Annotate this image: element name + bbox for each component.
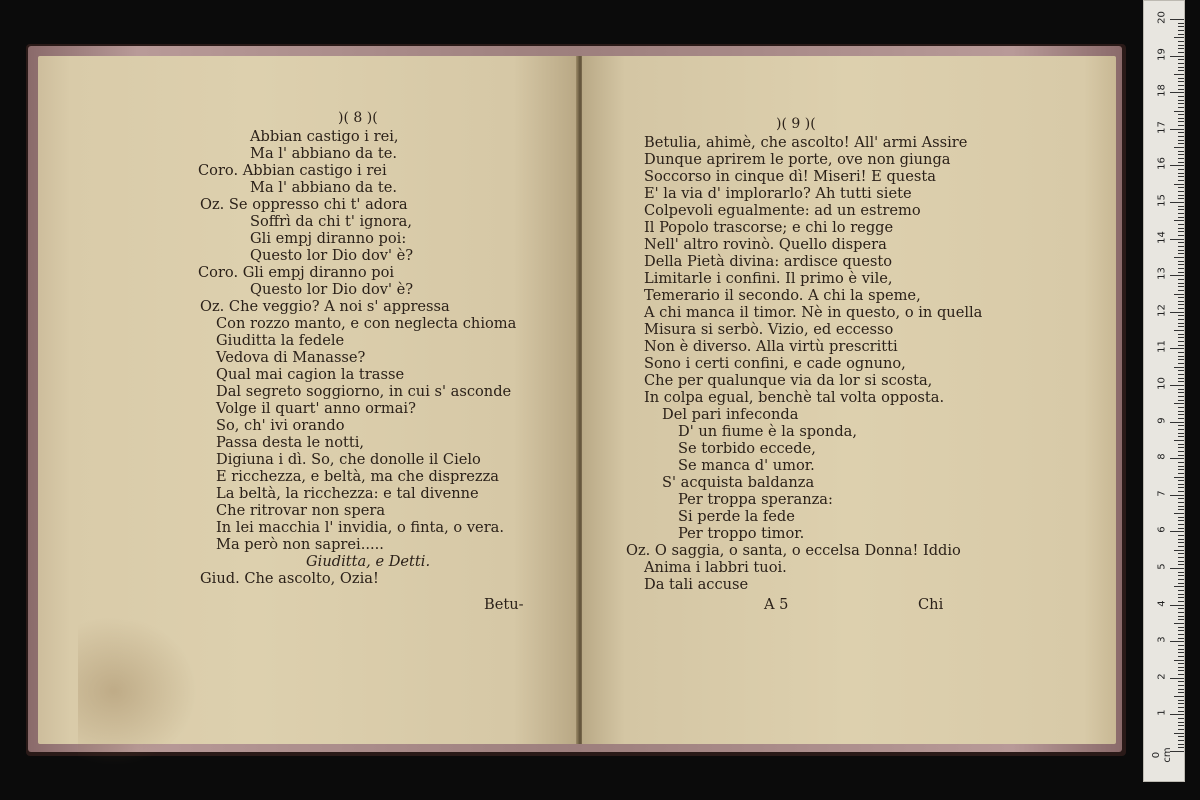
ruler-tick (1170, 19, 1184, 20)
verse-line: Oz. Che veggio? A noi s' appressa (200, 298, 450, 315)
verse-line: A chi manca il timor. Nè in questo, o in quella (644, 304, 983, 321)
ruler-tick (1178, 444, 1184, 445)
stage-direction: Giuditta, e Detti. (306, 553, 431, 570)
ruler-tick (1178, 509, 1184, 510)
ruler-tick (1178, 407, 1184, 408)
ruler-tick (1178, 649, 1184, 650)
ruler-tick (1170, 714, 1184, 715)
verse-line: Con rozzo manto, e con neglecta chioma (216, 315, 517, 332)
ruler-tick (1178, 517, 1184, 518)
verse-line: Per troppa speranza: (678, 491, 833, 508)
verse-line: Il Popolo trascorse; e chi lo regge (644, 219, 894, 236)
ruler-tick (1178, 279, 1184, 280)
ruler-tick (1178, 498, 1184, 499)
right-page (582, 56, 1116, 744)
ruler-tick (1178, 579, 1184, 580)
ruler-tick (1178, 268, 1184, 269)
ruler-tick (1178, 41, 1184, 42)
ruler-tick (1170, 202, 1184, 203)
verse-line: Se torbido eccede, (678, 440, 816, 457)
ruler-tick (1178, 45, 1184, 46)
ruler-tick (1178, 363, 1184, 364)
measurement-ruler (1143, 0, 1185, 782)
ruler-tick (1170, 56, 1184, 57)
verse-line: D' un fiume è la sponda, (678, 423, 858, 440)
ruler-label: 1 (1156, 709, 1168, 717)
ruler-tick (1178, 583, 1184, 584)
ruler-tick (1170, 568, 1184, 569)
ruler-tick (1178, 594, 1184, 595)
ruler-tick (1178, 506, 1184, 507)
ruler-tick (1178, 250, 1184, 251)
ruler-tick (1178, 703, 1184, 704)
ruler-tick (1178, 652, 1184, 653)
ruler-label: 13 (1156, 267, 1168, 281)
ruler-tick (1174, 513, 1184, 514)
verse-line: Betulia, ahimè, che ascolto! All' armi Assire (644, 134, 968, 151)
ruler-tick (1178, 722, 1184, 723)
ruler-tick (1178, 400, 1184, 401)
ruler-tick (1178, 121, 1184, 122)
verse-line: Oz. Se oppresso chi t' adora (200, 196, 408, 213)
ruler-tick (1178, 341, 1184, 342)
ruler-label: 2 (1156, 673, 1168, 680)
ruler-tick (1178, 67, 1184, 68)
ruler-tick (1178, 484, 1184, 485)
ruler-tick (1178, 564, 1184, 565)
ruler-tick (1178, 634, 1184, 635)
ruler-tick (1178, 630, 1184, 631)
ruler-tick (1170, 678, 1184, 679)
ruler-tick (1178, 143, 1184, 144)
ruler-tick (1178, 392, 1184, 393)
ruler-tick (1174, 220, 1184, 221)
ruler-tick (1178, 616, 1184, 617)
ruler-tick (1178, 52, 1184, 53)
ruler-tick (1178, 411, 1184, 412)
ruler-tick (1178, 26, 1184, 27)
ruler-tick (1178, 154, 1184, 155)
ruler-tick (1178, 462, 1184, 463)
ruler-label: 7 (1156, 490, 1168, 497)
ruler-tick (1178, 85, 1184, 86)
verse-line: Ma l' abbiano da te. (250, 145, 397, 162)
verse-line: Soccorso in cinque dì! Miseri! E questa (644, 168, 936, 185)
verse-line: Misura si serbò. Vizio, ed eccesso (644, 321, 894, 338)
verse-line: Se manca d' umor. (678, 457, 815, 474)
ruler-tick (1178, 414, 1184, 415)
verse-line: Vedova di Manasse? (216, 349, 366, 366)
ruler-tick (1174, 403, 1184, 404)
ruler-tick (1178, 597, 1184, 598)
ruler-tick (1178, 89, 1184, 90)
ruler-tick (1178, 455, 1184, 456)
ruler-tick (1178, 747, 1184, 748)
verse-line: Che per qualunque via da lor si scosta, (644, 372, 933, 389)
verse-line: Sono i certi confini, e cade ognuno, (644, 355, 906, 372)
verse-line: Qual mai cagion la trasse (216, 366, 405, 383)
ruler-tick (1178, 96, 1184, 97)
ruler-label: 16 (1156, 157, 1168, 171)
ruler-tick (1178, 700, 1184, 701)
ruler-tick (1178, 480, 1184, 481)
ruler-tick (1178, 418, 1184, 419)
ruler-tick (1178, 502, 1184, 503)
verse-line: Digiuna i dì. So, che donolle il Cielo (216, 451, 481, 468)
ruler-tick (1174, 367, 1184, 368)
ruler-tick (1178, 23, 1184, 24)
ruler-tick (1178, 619, 1184, 620)
ruler-tick (1178, 553, 1184, 554)
ruler-tick (1178, 561, 1184, 562)
ruler-tick (1178, 59, 1184, 60)
ruler-label: 10 (1156, 377, 1168, 390)
ruler-tick (1178, 195, 1184, 196)
ruler-label: 20 (1156, 11, 1168, 24)
ruler-tick (1178, 689, 1184, 690)
ruler-tick (1178, 162, 1184, 163)
ruler-tick (1178, 524, 1184, 525)
ruler-tick (1174, 74, 1184, 75)
verse-line: Questo lor Dio dov' è? (250, 281, 414, 298)
ruler-label: 17 (1156, 120, 1168, 134)
ruler-tick (1178, 740, 1184, 741)
ruler-tick (1178, 304, 1184, 305)
ruler-label: 6 (1156, 526, 1168, 534)
ruler-tick (1178, 132, 1184, 133)
verse-line: S' acquista baldanza (662, 474, 815, 491)
ruler-tick (1178, 546, 1184, 547)
verse-line: Per troppo timor. (678, 525, 805, 542)
ruler-tick (1178, 378, 1184, 379)
verse-line: Limitarle i confini. Il primo è vile, (644, 270, 893, 287)
ruler-tick (1178, 308, 1184, 309)
ruler-tick (1178, 290, 1184, 291)
verse-line: Gli empj diranno poi: (250, 230, 407, 247)
ruler-tick (1178, 744, 1184, 745)
ruler-tick (1178, 681, 1184, 682)
ruler-tick (1170, 312, 1184, 313)
ruler-tick (1178, 264, 1184, 265)
ruler-tick (1178, 396, 1184, 397)
ruler-tick (1178, 433, 1184, 434)
ruler-tick (1178, 425, 1184, 426)
ruler-tick (1178, 100, 1184, 101)
ruler-tick (1178, 206, 1184, 207)
ruler-tick (1178, 535, 1184, 536)
verse-line: La beltà, la ricchezza: e tal divenne (216, 485, 479, 502)
ruler-tick (1178, 736, 1184, 737)
ruler-tick (1178, 326, 1184, 327)
ruler-tick (1178, 711, 1184, 712)
ruler-tick (1170, 458, 1184, 459)
ruler-tick (1178, 63, 1184, 64)
ruler-tick (1178, 539, 1184, 540)
ruler-tick (1178, 140, 1184, 141)
ruler-tick (1174, 733, 1184, 734)
ruler-label: 11 (1156, 340, 1168, 354)
verse-line: Passa desta le notti, (216, 434, 365, 451)
verse-line: Volge il quart' anno ormai? (216, 400, 416, 417)
ruler-tick (1178, 491, 1184, 492)
ruler-tick (1178, 374, 1184, 375)
verse-line: Anima i labbri tuoi. (644, 559, 787, 576)
ruler-tick (1178, 608, 1184, 609)
ruler-tick (1170, 275, 1184, 276)
ruler-tick (1178, 356, 1184, 357)
ruler-tick (1178, 169, 1184, 170)
ruler-tick (1178, 151, 1184, 152)
ruler-tick (1178, 187, 1184, 188)
ruler-tick (1178, 114, 1184, 115)
signature-mark: A 5 (764, 596, 789, 613)
verse-line: Oz. O saggia, o santa, o eccelsa Donna! Iddio (626, 542, 961, 559)
ruler-tick (1178, 81, 1184, 82)
verse-line: In lei macchia l' invidia, o finta, o vera. (216, 519, 505, 536)
ruler-tick (1178, 213, 1184, 214)
verse-line: Da tali accuse (644, 576, 749, 593)
ruler-tick (1170, 239, 1184, 240)
verse-line: Del pari infeconda (662, 406, 799, 423)
ruler-tick (1178, 315, 1184, 316)
verse-line: In colpa egual, benchè tal volta opposta. (644, 389, 945, 406)
ruler-label: 9 (1156, 416, 1168, 424)
ruler-tick (1178, 469, 1184, 470)
verse-line: E ricchezza, e beltà, ma che disprezza (216, 468, 499, 485)
ruler-tick (1170, 422, 1184, 423)
ruler-tick (1178, 487, 1184, 488)
ruler-tick (1178, 575, 1184, 576)
ruler-tick (1178, 667, 1184, 668)
ruler-tick (1178, 253, 1184, 254)
ruler-tick (1178, 359, 1184, 360)
verse-line: Coro. Gli empj diranno poi (198, 264, 395, 281)
ruler-tick (1174, 586, 1184, 587)
ruler-tick (1178, 34, 1184, 35)
ruler-tick (1178, 520, 1184, 521)
ruler-tick (1178, 283, 1184, 284)
ruler-tick (1178, 198, 1184, 199)
ruler-tick (1178, 656, 1184, 657)
ruler-tick (1178, 231, 1184, 232)
ruler-tick (1174, 294, 1184, 295)
ruler-tick (1178, 235, 1184, 236)
ruler-tick (1174, 37, 1184, 38)
ruler-tick (1178, 429, 1184, 430)
ruler-tick (1178, 261, 1184, 262)
ruler-tick (1178, 125, 1184, 126)
ruler-tick (1174, 440, 1184, 441)
ruler-tick (1178, 389, 1184, 390)
ruler-tick (1178, 718, 1184, 719)
ruler-tick (1170, 531, 1184, 532)
ruler-tick (1174, 696, 1184, 697)
ruler-tick (1178, 663, 1184, 664)
verse-line: Giuditta la fedele (216, 332, 345, 349)
ruler-tick (1178, 242, 1184, 243)
verse-line: Non è diverso. Alla virtù prescritti (644, 338, 898, 355)
ruler-tick (1178, 48, 1184, 49)
ruler-tick (1178, 136, 1184, 137)
ruler-tick (1178, 473, 1184, 474)
ruler-tick (1178, 78, 1184, 79)
verse-line: Nell' altro rovinò. Quello dispera (644, 236, 887, 253)
ruler-tick (1178, 436, 1184, 437)
ruler-tick (1178, 228, 1184, 229)
verse-line: Della Pietà divina: ardisce questo (644, 253, 893, 270)
ruler-tick (1170, 385, 1184, 386)
ruler-label: 14 (1156, 230, 1168, 244)
ruler-tick (1170, 165, 1184, 166)
ruler-tick (1174, 660, 1184, 661)
catchword: Chi (918, 596, 944, 613)
ruler-label: 5 (1156, 563, 1168, 570)
verse-line: E' la via d' implorarlo? Ah tutti siete (644, 185, 912, 202)
ruler-label: 3 (1156, 636, 1168, 643)
ruler-tick (1178, 30, 1184, 31)
ruler-tick (1178, 217, 1184, 218)
ruler-tick (1170, 605, 1184, 606)
ruler-tick (1178, 725, 1184, 726)
ruler-tick (1178, 158, 1184, 159)
ruler-tick (1178, 297, 1184, 298)
ruler-tick (1178, 572, 1184, 573)
ruler-tick (1178, 645, 1184, 646)
ruler-tick (1178, 286, 1184, 287)
ruler-tick (1178, 337, 1184, 338)
ruler-tick (1178, 542, 1184, 543)
ruler-tick (1178, 601, 1184, 602)
ruler-tick (1178, 670, 1184, 671)
ruler-tick (1178, 352, 1184, 353)
ruler-tick (1178, 447, 1184, 448)
ruler-tick (1178, 246, 1184, 247)
ruler-tick (1174, 550, 1184, 551)
verse-line: Giud. Che ascolto, Ozia! (200, 570, 379, 587)
ruler-tick (1178, 370, 1184, 371)
verse-line: Colpevoli egualmente: ad un estremo (644, 202, 921, 219)
ruler-tick (1178, 590, 1184, 591)
ruler-label: 18 (1156, 84, 1168, 98)
ruler-tick (1174, 477, 1184, 478)
ruler-tick (1170, 129, 1184, 130)
verse-line: Abbian castigo i rei, (250, 128, 399, 145)
verse-line: Coro. Abbian castigo i rei (198, 162, 387, 179)
ruler-tick (1178, 103, 1184, 104)
verse-line: Che ritrovar non spera (216, 502, 386, 519)
ruler-tick (1178, 173, 1184, 174)
ruler-label: 12 (1156, 303, 1168, 317)
ruler-label: 4 (1156, 599, 1168, 607)
ruler-tick (1170, 495, 1184, 496)
ruler-tick (1178, 627, 1184, 628)
verse-line: Dal segreto soggiorno, in cui s' asconde (216, 383, 512, 400)
verse-line: Questo lor Dio dov' è? (250, 247, 414, 264)
ruler-tick (1178, 451, 1184, 452)
ruler-tick (1178, 272, 1184, 273)
verse-line: Soffrì da chi t' ignora, (250, 213, 413, 230)
ruler-tick (1178, 612, 1184, 613)
verse-line: Si perde la fede (678, 508, 795, 525)
ruler-label: 0 cm (1151, 747, 1173, 763)
ruler-tick (1178, 176, 1184, 177)
ruler-tick (1178, 345, 1184, 346)
ruler-tick (1178, 319, 1184, 320)
ruler-tick (1178, 224, 1184, 225)
ruler-label: 8 (1156, 453, 1168, 460)
ruler-tick (1178, 685, 1184, 686)
verse-line: So, ch' ivi orando (216, 417, 345, 434)
ruler-tick (1178, 323, 1184, 324)
ruler-tick (1178, 70, 1184, 71)
ruler-tick (1178, 729, 1184, 730)
ruler-tick (1178, 191, 1184, 192)
ruler-tick (1178, 528, 1184, 529)
ruler-tick (1178, 466, 1184, 467)
ruler-tick (1178, 557, 1184, 558)
ruler-tick (1174, 257, 1184, 258)
ruler-label: 19 (1156, 47, 1168, 61)
ruler-tick (1174, 147, 1184, 148)
ruler-tick (1178, 118, 1184, 119)
ruler-tick (1178, 707, 1184, 708)
right-page-number: )( 9 )( (776, 116, 816, 132)
catchword: Betu- (484, 596, 524, 613)
ruler-tick (1178, 638, 1184, 639)
verse-line: Temerario il secondo. A chi la speme, (644, 287, 921, 304)
ruler-tick (1170, 348, 1184, 349)
ruler-tick (1174, 623, 1184, 624)
ruler-tick (1178, 180, 1184, 181)
page-stain (78, 616, 198, 766)
left-page-number: )( 8 )( (338, 110, 378, 126)
ruler-tick (1174, 330, 1184, 331)
ruler-tick (1178, 334, 1184, 335)
ruler-label: 15 (1156, 194, 1168, 207)
ruler-tick (1178, 301, 1184, 302)
ruler-tick (1174, 111, 1184, 112)
verse-line: Ma però non saprei..... (216, 536, 384, 553)
ruler-tick (1170, 92, 1184, 93)
ruler-tick (1178, 692, 1184, 693)
ruler-tick (1178, 381, 1184, 382)
ruler-tick (1178, 674, 1184, 675)
verse-line: Dunque aprirem le porte, ove non giunga (644, 151, 951, 168)
ruler-tick (1174, 184, 1184, 185)
ruler-tick (1178, 209, 1184, 210)
left-page (38, 56, 578, 744)
ruler-tick (1178, 107, 1184, 108)
verse-line: Ma l' abbiano da te. (250, 179, 397, 196)
ruler-tick (1170, 641, 1184, 642)
